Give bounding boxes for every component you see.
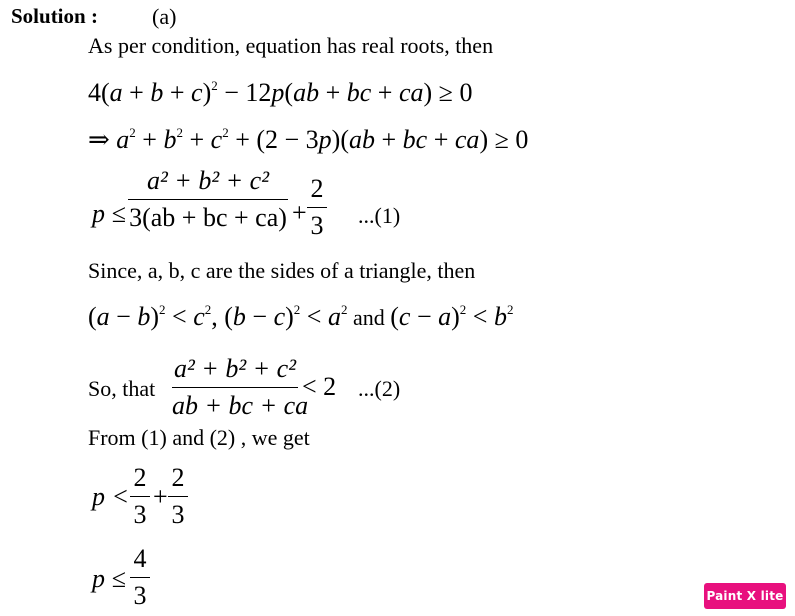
answer-option: (a) (152, 4, 177, 29)
solution-label: Solution : (11, 4, 98, 28)
eq1-fraction (128, 168, 288, 231)
triangle-inequalities: $(a - b)^2 < c^2$, $(b - c)^2 < a^2$ and $(c - a)^2 < b^2$ (88, 302, 514, 331)
eq3-den2: 3 (171, 500, 185, 529)
eq3-fraction-2 (168, 465, 188, 528)
eq4-fraction (130, 546, 150, 609)
eq3-num1: 2 (133, 463, 147, 492)
eq2-tag: ...(2) (358, 376, 401, 401)
eq1-den2: 3 (310, 211, 324, 240)
eq4-num: 4 (133, 544, 147, 573)
eq1-denominator: 3(ab + bc + ca) (129, 203, 287, 232)
eq1-plus: + (292, 198, 307, 227)
eq3-plus: + (153, 482, 168, 511)
eq2-numerator: a² + b² + c² (173, 354, 296, 383)
discriminant-inequality: $4(a + b + c)^2 - 12p(ab$ + bc + ca) ≥ 0 (88, 78, 473, 107)
math-text-source (0, 0, 1, 1)
eq3-den1: 3 (133, 500, 147, 529)
eq4-den: 3 (133, 581, 147, 610)
eq3-num2: 2 (171, 463, 185, 492)
eq4-lhs: p ≤ (92, 564, 126, 593)
combine-text: From (1) and (2) , we get (88, 425, 310, 450)
eq3-fraction-1 (130, 465, 150, 528)
triangle-text: Since, a, b, c are the sides of a triangle, then (88, 258, 476, 283)
eq3-lhs: p < (92, 482, 130, 511)
condition-text: As per condition, equation has real roots, then (88, 33, 494, 58)
eq2-fraction (172, 354, 309, 420)
l2-text (0, 0, 1, 1)
eq1-lhs: p ≤ (92, 199, 126, 228)
eq1-numerator: a² + b² + c² (146, 166, 269, 195)
eq2-prefix: So, that (88, 376, 156, 401)
eq1-num2: 2 (310, 174, 324, 203)
eq1-fraction-two-thirds (307, 176, 327, 239)
expanded-inequality: ⇒ $a^2 + b^2 + c^2 + (2 - 3p)(ab$ + bc + ca) ≥ 0 (88, 125, 529, 154)
eq2-relation: < 2 (302, 372, 337, 401)
eq1-tag: ...(1) (358, 203, 401, 228)
paint-x-lite-badge: Paint X lite (704, 583, 786, 609)
eq2-denominator: ab + bc + ca (172, 391, 309, 420)
